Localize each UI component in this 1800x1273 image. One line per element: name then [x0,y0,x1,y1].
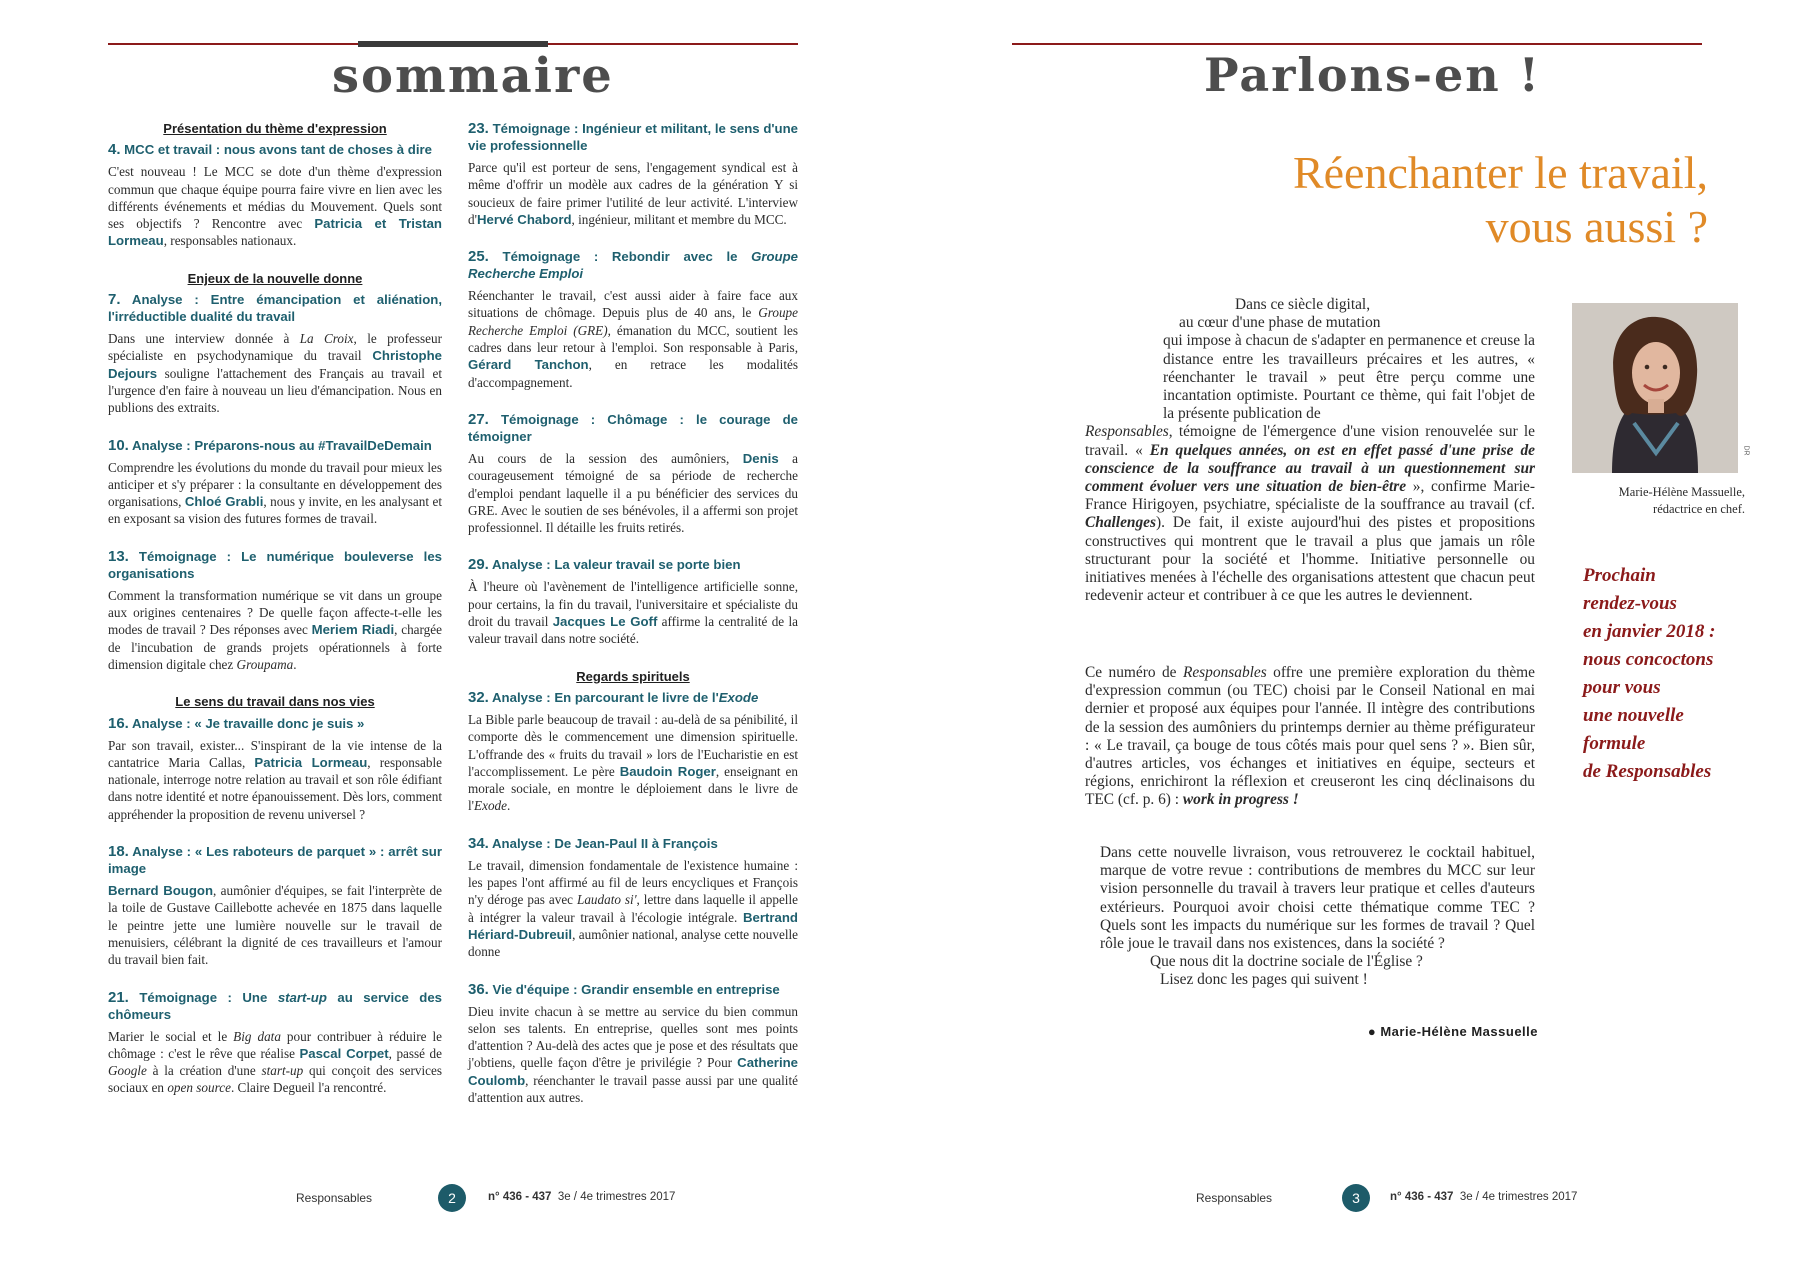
footer-magazine: Responsables [296,1191,373,1205]
toc-entry[interactable]: 7. Analyse : Entre émancipation et aliénation, l'irréductible dualité du travail Dans une interview donnée à La Croix, le professeur spécialiste en psychodynamique du travail Christophe Dejours souligne l'attachement des Français au travail et l'urgence d'en faire à nouveau un lieu d'émancipation. Nous en publions des extraits. [108,291,442,416]
author-photo [1572,303,1738,473]
section-heading: Le sens du travail dans nos vies [175,694,375,710]
top-rule-accent [358,41,548,47]
toc-entry[interactable]: 29. Analyse : La valeur travail se porte bien À l'heure où l'avènement de l'intelligence artificielle sonne, pour certains, la fin du travail, l'universitaire et spécialiste du droit du travail Jacques Le Goff affirme la centralité de la valeur travail dans notre société. [468,556,798,647]
portrait-illustration [1572,303,1738,473]
toc-entry[interactable]: 21. Témoignage : Une start-up au service des chômeurs Marier le social et le Big data pour contribuer à réduire le chômage : c'est le rêve que réalise Pascal Corpet, passé de Google à la création d'une start-up qui conçoit des services sociaux en open source. Claire Degueil l'a rencontré. [108,988,442,1096]
next-issue-teaser: Prochain rendez-vous en janvier 2018 : nous concoctons pour vous une nouvelle formule de Responsables [1583,565,1716,782]
section-heading: Regards spirituels [576,668,690,684]
toc-entry[interactable]: 4. MCC et travail : nous avons tant de choses à dire C'est nouveau ! Le MCC se dote d'un thème d'expression commun que chaque équipe pourra faire vivre en lien avec les différents événements et médias du Mouvement. Quels sont ses objectifs ? Rencontre avec Patricia et Tristan Lormeau, responsables nationaux. [108,141,442,249]
page-title: sommaire [332,48,614,104]
toc-column-1 [108,120,442,1117]
toc-entry[interactable]: 25. Témoignage : Rebondir avec le Groupe Recherche Emploi Réenchanter le travail, c'est aussi aider à faire face aux situations de chômage. Depuis plus de 40 ans, le Groupe Recherche Emploi (GRE), émanation du MCC, soutient les cadres dans leur retour à l'emploi. Son responsable à Paris, Gérard Tanchon, en retrace les modalités d'accompagnement. [468,248,798,390]
page-title: Parlons-en ! [1204,48,1541,102]
page-number: 2 [438,1184,466,1212]
top-rule [1012,43,1702,45]
toc-entry[interactable]: 34. Analyse : De Jean-Paul II à François Le travail, dimension fondamentale de l'existence humaine : les papes l'ont affirmé au fil de leurs encycliques et François n'y déroge pas avec Laudato si', lettre dans laquelle il appelle à intégrer la valeur travail à l'écologie intégrale. Bertrand Hériard-Dubreuil, aumônier national, analyse cette nouvelle donne [468,834,798,960]
section-heading: Présentation du thème d'expression [163,121,387,136]
toc-entry[interactable]: 36. Vie d'équipe : Grandir ensemble en entreprise Dieu invite chacun à se mettre au service du bien commun selon ses talents. En entreprise, quelles sont mes points d'attention ? Au-delà des actes que je pose et des résultats que j'obtiens, quelle façon d'être je privilégie ? Pour Catherine Coulomb, réenchanter le travail passe aussi par une qualité d'attention aux autres. [468,980,798,1105]
photo-caption: Marie-Hélène Massuelle, rédactrice en chef. [1618,485,1745,516]
toc-entry[interactable]: 13. Témoignage : Le numérique bouleverse les organisations Comment la transformation numérique se vit dans un groupe aux origines centenaires ? De quelle façon affecte-t-elle les modes de travail ? Des réponses avec Meriem Riadi, chargée de l'incubation de grands projets opérationnels à forte dimension digitale chez Groupama. [108,547,442,672]
toc-entry[interactable]: 32. Analyse : En parcourant le livre de l'Exode La Bible parle beaucoup de travail : au-delà de sa pénibilité, il comporte dès le commencement une dimension spirituelle. L'offrande des « fruits du travail » lors de l'Eucharistie en est l'accomplissement. Le père Baudoin Roger, enseignant en morale sociale, en montre le déploiement dans le livre de l'Exode. [468,688,799,814]
headline: Réenchanter le travail, vous aussi ? [1292,147,1708,252]
toc-entry[interactable]: 16. Analyse : « Je travaille donc je suis » Par son travail, exister... S'inspirant de la vie intense de la cantatrice Maria Callas, Patricia Lormeau, responsable nationale, interroge notre relation au travail et son rôle édifiant dans notre identité et notre épanouissement. Dès lors, comment appréhender la proposition de revenu universel ? [108,714,442,822]
toc-entry[interactable]: 18. Analyse : « Les raboteurs de parquet » : arrêt sur image Bernard Bougon, aumônier d'équipes, se fait l'interprète de la toile de Gustave Caillebotte achevée en 1875 dans laquelle le peintre jette une lumière nouvelle sur le travail de menuisiers, célébrant la dignité de ces travailleurs et l'amour du travail bien fait. [108,843,442,968]
footer-issue: n° 436 - 437 3e / 4e trimestres 2017 [1390,1191,1578,1203]
editorial-paragraph-1: Dans ce siècle digital, au cœur d'une phase de mutation qui impose à chacun de s'adapter en permanence et creuse la distance entre les travailleurs précaires et les autres, « réenchanter le travail » peut être perçu comme une incantation optimiste. Pourtant ce thème, qui fait l'objet de la présente publication de Responsables, témoigne de l'émergence d'une vision renouvelée sur le travail. « En quelques années, on est en effet passé d'une prise de conscience de la souffrance au travail à un questionnement sur comment évoluer vers une situation de bien-être », confirme Marie-France Hirigoyen, psychiatre, spécialiste de la souffrance au travail (cf. Challenges). De fait, il existe aujourd'hui des pistes et propositions constructives qui montrent que le travail a plus que jamais un rôle structurant pour la société et l'homme. Initiative personnelle ou initiatives menées à l'échelle des organisations attestent que chacun peut redevenir acteur et contribuer à ce que les autres le deviennent. [1085,296,1536,605]
toc-entry[interactable]: 23. Témoignage : Ingénieur et militant, le sens d'une vie professionnelle Parce qu'il est porteur de sens, l'engagement syndical est à même d'offrir un modèle aux cadres de la génération Y si soucieux de faire primer l'utilité de leur activité. L'interview d'Hervé Chabord, ingénieur, militant et membre du MCC. [468,120,798,227]
toc-entry[interactable]: 10. Analyse : Préparons-nous au #TravailDeDemain Comprendre les évolutions du monde du travail pour mieux les anticiper et s'y préparer : la consultante en développement des organisations, Chloé Grabli, nous y invite, en les analysant et en exposant sa vision des futures formes de travail. [108,436,442,527]
page-number: 3 [1342,1184,1370,1212]
photo-credit: DR [1742,445,1750,456]
footer-magazine: Responsables [1196,1191,1273,1205]
toc-entry[interactable]: 27. Témoignage : Chômage : le courage de témoigner Au cours de la session des aumôniers, Denis a courageusement témoigné de sa période de recherche d'emploi pendant laquelle il a pu bénéficier des services du GRE. Avec le soutien de ses bénévoles, il a affermi son projet professionnel. Il détaille les fruits retirés. [468,410,798,536]
toc-column-2 [468,120,798,1126]
author-signature: ● Marie-Hélène Massuelle [1367,1024,1538,1039]
editorial-body [1085,296,1535,605]
section-heading: Enjeux de la nouvelle donne [187,270,363,286]
footer-issue: n° 436 - 437 3e / 4e trimestres 2017 [488,1191,676,1203]
editorial-paragraph-3: Dans cette nouvelle livraison, vous retrouverez le cocktail habituel, marque de votre revue : contributions de membres du MCC sur leur vision personnelle du travail à travers leur pratique et celles d'auteurs extérieurs. Pourquoi avoir choisi cette thématique comme TEC ? Quels sont les impacts du numérique sur les formes de travail ? Quel rôle joue le travail dans nos existences, dans la société ? Que nous dit la doctrine sociale de l'Église ? Lisez donc les pages qui suivent ! [1100,844,1535,989]
editorial-paragraph-2: Ce numéro de Responsables offre une première exploration du thème d'expression commun (ou TEC) choisi par le Conseil National en mai dernier et proposé aux équipes pour l'année. Il intègre des contributions de la session des aumôniers du printemps dernier au thème préfigurateur : « Le travail, ça bouge de tous côtés mais pour quel sens ? ». Bien sûr, d'autres articles, vos échanges et initiatives en équipe, secteurs et régions, enrichiront la réflexion et creuseront les cinq déclinaisons du TEC (cf. p. 6) : work in progress ! [1085,664,1535,809]
